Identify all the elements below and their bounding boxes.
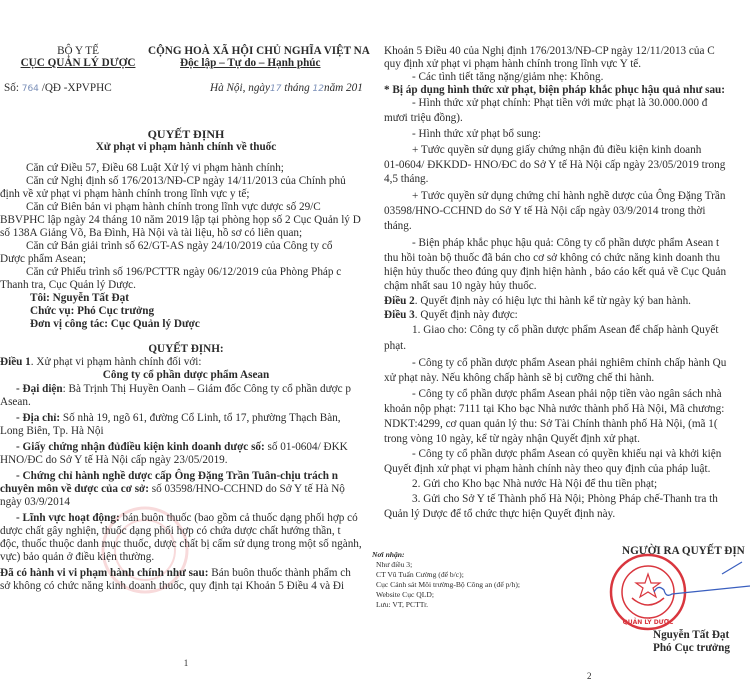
page-number: 2 xyxy=(587,671,592,681)
document-page-1 xyxy=(0,0,372,696)
legal-basis-line: Khoản 5 Điều 40 của Nghị định 176/2013/NĐ-CP ngày 12/11/2013 của C xyxy=(384,45,715,57)
document-page-2 xyxy=(372,0,750,696)
company-name: Công ty cổ phần dược phẩm Asean xyxy=(102,369,270,381)
article-3-line: - Công ty cổ phần dược phẩm Asean phải nộp tiền vào ngân sách nhà xyxy=(412,388,722,400)
aggravating-factors: - Các tình tiết tăng nặng/giảm nhẹ: Không. xyxy=(412,71,604,83)
violation: Đã có hành vi vi phạm hành chính như sau: Bán buôn thuốc thành phẩm ch xyxy=(0,567,351,579)
article-3: Điều 3. Quyết định này được: xyxy=(384,309,518,321)
svg-text:QUẢN LÝ DƯỢC: QUẢN LÝ DƯỢC xyxy=(622,619,674,626)
basis-line: Dược phẩm Asean; xyxy=(0,253,86,265)
sanction-line: mươi triệu đồng). xyxy=(384,112,463,124)
article-3-line: khoản nộp phạt: 7111 tại Kho bạc Nhà nước thành phố Hà Nội, Mã chương: xyxy=(384,403,725,415)
department-name: CỤC QUẢN LÝ DƯỢC xyxy=(20,57,136,69)
recipient-item: Lưu: VT, PCTTr. xyxy=(376,600,429,609)
sanction-line: 01-0604/ ĐKKDD- HNO/ĐC do Sở Y tế Hà Nội cấp ngày 23/05/2019 trong xyxy=(384,159,726,171)
article-3-line: Quyết định xử phạt vi phạm hành chính này theo quy định của pháp luật. xyxy=(384,463,711,475)
national-motto: Độc lập – Tự do – Hạnh phúc xyxy=(180,57,321,69)
business-certificate: - Giấy chứng nhận đủđiều kiện kinh doanh dược số: số 01-0604/ ĐKK xyxy=(16,441,348,453)
representative: - Đại diện: Bà Trịnh Thị Huyền Oanh – Giám đốc Công ty cổ phần dược p xyxy=(16,383,351,395)
basis-line: Căn cứ Bản giải trình số 62/GT-AS ngày 24/10/2019 của Công ty cổ xyxy=(26,240,333,252)
basis-line: Căn cứ Điều 57, Điều 68 Luật Xử lý vi phạm hành chính; xyxy=(26,162,284,174)
sanction-line: 4,5 tháng. xyxy=(384,173,429,185)
sanction-line: - Hình thức xử phạt chính: Phạt tiền với mức phạt là 30.000.000 đ xyxy=(412,97,708,109)
sanction-line: + Tước quyền sử dụng giấy chứng nhận đủ điều kiện kinh doanh xyxy=(412,144,702,156)
handwritten-number: 764 xyxy=(21,84,39,94)
article-3-line: NDKT:4299, cơ quan quản lý thu: Sở Tài Chính thành phố Hà Nội, (mã 1( xyxy=(384,418,718,430)
practice-license-cont: chuyên môn về dược của cơ sở: số 03598/HNO-CCHND do Sở Y tế Hà Nộ xyxy=(0,483,345,495)
article-1: Điều 1. Xử phạt vi phạm hành chính đối với: xyxy=(0,356,202,368)
basis-line: Căn cứ Biên bản vi phạm hành chính trong lĩnh vực dược số 29/C xyxy=(26,201,321,213)
remedy-line: chậm nhất sau 10 ngày hủy thuốc. xyxy=(384,280,537,292)
business-certificate-cont: HNO/ĐC do Sở Y tế Hà Nội cấp ngày 23/05/2019. xyxy=(0,454,228,466)
remedy-line: - Biện pháp khắc phục hậu quả: Công ty cổ phần dược phẩm Asean t xyxy=(412,237,720,249)
nation-header: CỘNG HOÀ XÃ HỘI CHỦ NGHĨA VIỆT NA xyxy=(148,45,370,57)
article-3-line: 3. Gửi cho Sở Y tế Thành phố Hà Nội; Phòng Pháp chế-Thanh tra th xyxy=(412,493,718,505)
sanction-line: + Tước quyền sử dụng chứng chỉ hành nghề dược của Ông Đặng Trần xyxy=(412,190,726,202)
article-3-line: - Công ty cổ phần dược phẩm Asean phải nghiêm chỉnh chấp hành Qu xyxy=(412,357,727,369)
remedy-line: thu hồi toàn bộ thuốc đã bán cho cơ sở không có chức năng kinh doanh thu xyxy=(384,252,721,264)
issue-date: Hà Nội, ngày17 tháng 12năm 201 xyxy=(210,82,363,94)
recipient-item: Website Cục QLD; xyxy=(376,590,435,599)
violation-cont: sở không có chức năng kinh doanh thuốc, quy định tại Khoản 5 Điều 4 và Đi xyxy=(0,580,345,592)
signer-name-signature: Nguyễn Tất Đạt xyxy=(653,629,730,641)
decision-number: Số: 764 /QĐ -XPVPHC xyxy=(4,82,112,94)
article-3-line: 2. Gửi cho Kho bạc Nhà nước Hà Nội để thu tiền phạt; xyxy=(412,478,658,490)
article-3-line: Quản lý Dược để tổ chức thực hiện Quyết định này. xyxy=(384,508,616,520)
page-number: 1 xyxy=(183,658,189,668)
basis-line: định về xử phạt vi phạm hành chính trong lĩnh vực y tế; xyxy=(0,188,250,200)
basis-line: Căn cứ Nghị định số 176/2013/NĐ-CP ngày 14/11/2013 của Chính phủ xyxy=(26,175,346,187)
recipient-item: Cục Cảnh sát Môi trường-Bộ Công an (để p/h); xyxy=(376,580,520,589)
document-subtitle: Xử phạt vi phạm hành chính về thuốc xyxy=(95,141,277,153)
article-3-line: phạt. xyxy=(384,340,407,352)
signer-title-signature: Phó Cục trưởng xyxy=(653,642,730,654)
basis-line: Thanh tra, Cục Quản lý Dược. xyxy=(0,279,136,291)
recipient-item: Như điều 3; xyxy=(376,560,413,569)
address: - Địa chỉ: Số nhà 19, ngõ 61, đường Cổ Linh, tổ 17, phường Thạch Bàn, xyxy=(16,412,341,424)
ministry-name: BỘ Y TẾ xyxy=(57,45,99,57)
business-field-cont: độc, thuốc thuộc danh mục thuốc, dược chất bị cấm sử dụng trong một số ngành, xyxy=(0,538,362,550)
signature-heading: NGƯỜI RA QUYẾT ĐỊN xyxy=(622,545,745,557)
basis-line: Căn cứ Phiếu trình số 196/PCTTR ngày 06/12/2019 của Phòng Pháp c xyxy=(26,266,342,278)
recipients-heading: Nơi nhận: xyxy=(372,550,405,559)
recipient-item: CT Vũ Tuấn Cường (để b/c); xyxy=(376,570,464,579)
business-field-cont: dược chất gây nghiện, thuốc dạng phối hợp có chứa dược chất hướng thần, t xyxy=(0,525,341,537)
basis-line: số 138A Giảng Võ, Ba Đình, Hà Nội và tài liệu, hồ sơ có liên quan; xyxy=(0,227,303,239)
representative-cont: Asean. xyxy=(0,396,31,408)
practice-license: - Chứng chỉ hành nghề dược cấp Ông Đặng Trần Tuân-chịu trách n xyxy=(16,470,338,482)
sanction-line: - Hình thức xử phạt bổ sung: xyxy=(412,128,541,140)
signer-position: Chức vụ: Phó Cục trưởng xyxy=(30,305,155,317)
signer-name: Tôi: Nguyễn Tất Đạt xyxy=(30,292,129,304)
practice-license-date: ngày 03/9/2014 xyxy=(0,496,70,508)
article-3-line: xử phạt này. Nếu không chấp hành sẽ bị cưỡng chế thi hành. xyxy=(384,372,655,384)
sanction-heading: * Bị áp dụng hình thức xử phạt, biện pháp khắc phục hậu quả như sau: xyxy=(384,84,726,96)
business-field: - Lĩnh vực hoạt động: bán buôn thuốc (bao gồm cả thuốc dạng phối hợp có xyxy=(16,512,358,524)
handwritten-signature-icon xyxy=(652,560,750,610)
sanction-line: tháng. xyxy=(384,220,412,232)
sanction-line: 03598/HNO-CCHND do Sở Y tế Hà Nội cấp ngày 03/9/2014 trong thời xyxy=(384,205,706,217)
address-cont: Long Biên, Tp. Hà Nội xyxy=(0,425,104,437)
remedy-line: hiện hủy thuốc theo đúng quy định hiện hành , báo cáo kết quả về Cục Quản xyxy=(384,266,727,278)
document-title: QUYẾT ĐỊNH xyxy=(147,127,225,141)
decision-heading: QUYẾT ĐỊNH: xyxy=(148,343,224,355)
basis-line: BBVPHC lập ngày 24 tháng 10 năm 2019 lập tại phòng họp số 2 Cục Quản lý D xyxy=(0,214,361,226)
legal-basis-line: quy định xử phạt vi phạm hành chính trong lĩnh vực Y tế. xyxy=(384,58,642,70)
article-2: Điều 2. Quyết định này có hiệu lực thi hành kể từ ngày ký ban hành. xyxy=(384,295,691,307)
article-3-line: - Công ty cổ phần dược phẩm Asean có quyền khiếu nại và khởi kiện xyxy=(412,448,722,460)
article-3-line: 1. Giao cho: Công ty cổ phần dược phẩm Asean để chấp hành Quyết xyxy=(412,324,719,336)
article-3-line: trong vòng 10 ngày, kể từ ngày nhận Quyết định xử phạt. xyxy=(384,433,640,445)
signer-unit: Đơn vị công tác: Cục Quản lý Dược xyxy=(30,318,200,330)
business-field-cont: vực) bảo quản ở điều kiện thường. xyxy=(0,551,155,563)
